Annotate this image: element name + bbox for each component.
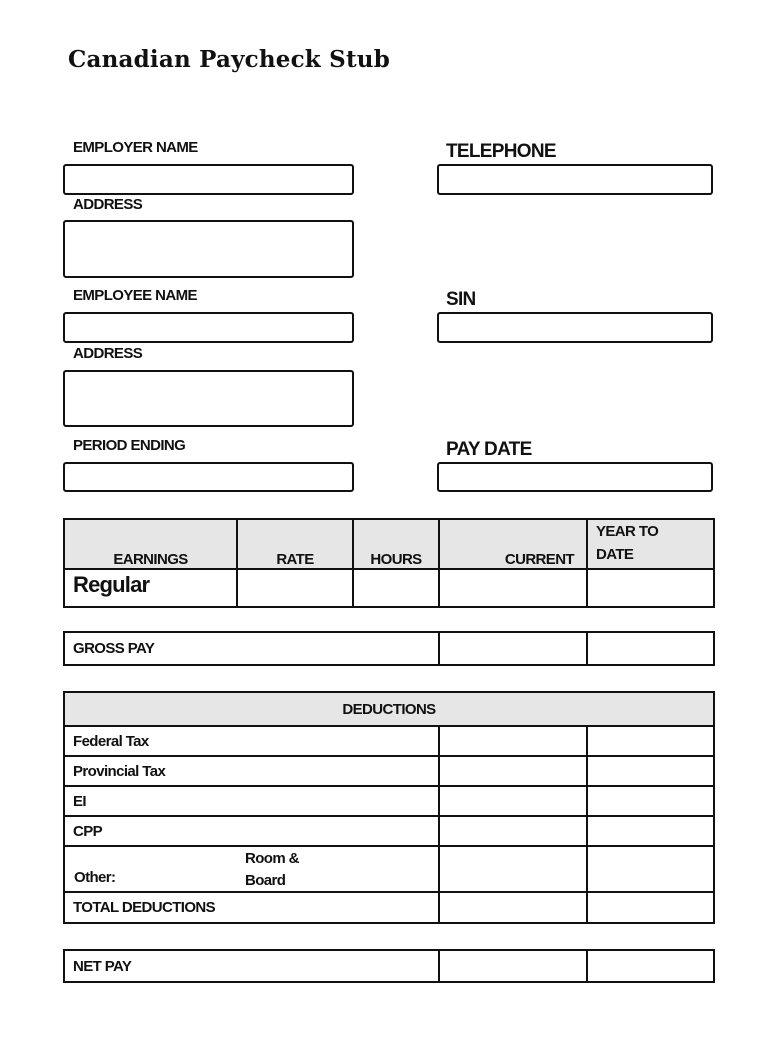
deductions-header: DEDUCTIONS: [64, 692, 714, 726]
total-deductions-ytd-cell[interactable]: [587, 892, 714, 923]
period-ending-label: PERIOD ENDING: [73, 437, 186, 454]
pay-date-field[interactable]: [437, 462, 713, 492]
table-row: [64, 756, 714, 786]
ei-ytd-cell[interactable]: [587, 786, 714, 816]
table-row: [64, 569, 714, 607]
net-pay-table: [63, 949, 715, 983]
employer-name-field[interactable]: [63, 164, 354, 195]
regular-current-cell[interactable]: [439, 569, 587, 607]
gross-pay-current-cell[interactable]: [439, 632, 587, 665]
federal-tax-current-cell[interactable]: [439, 726, 587, 756]
sin-label: SIN: [446, 289, 476, 310]
table-row: [64, 846, 714, 892]
employee-name-field[interactable]: [63, 312, 354, 343]
table-row: [64, 632, 714, 665]
other-deduction-cell: [64, 846, 439, 892]
ei-label: EI: [64, 786, 439, 816]
other-detail-line2: Board: [245, 872, 286, 889]
employer-address-label: ADDRESS: [73, 196, 143, 213]
net-pay-ytd-cell[interactable]: [587, 950, 714, 982]
other-label: Other:: [74, 869, 116, 886]
other-ytd-cell[interactable]: [587, 846, 714, 892]
earnings-header: EARNINGS: [64, 519, 237, 569]
table-row: [64, 892, 714, 923]
gross-pay-table: [63, 631, 715, 666]
provincial-tax-label: Provincial Tax: [64, 756, 439, 786]
other-detail: [245, 848, 299, 892]
regular-rate-cell[interactable]: [237, 569, 353, 607]
other-detail-line1: Room &: [245, 850, 299, 867]
table-row: [64, 726, 714, 756]
ei-current-cell[interactable]: [439, 786, 587, 816]
federal-tax-ytd-cell[interactable]: [587, 726, 714, 756]
regular-ytd-cell[interactable]: [587, 569, 714, 607]
period-ending-field[interactable]: [63, 462, 354, 492]
pay-date-label: PAY DATE: [446, 439, 532, 460]
employee-address-field[interactable]: [63, 370, 354, 427]
rate-header: RATE: [237, 519, 353, 569]
gross-pay-ytd-cell[interactable]: [587, 632, 714, 665]
employer-address-field[interactable]: [63, 220, 354, 278]
employer-name-label: EMPLOYER NAME: [73, 139, 198, 156]
telephone-label: TELEPHONE: [446, 141, 556, 162]
cpp-current-cell[interactable]: [439, 816, 587, 846]
hours-header: HOURS: [353, 519, 439, 569]
total-deductions-label: TOTAL DEDUCTIONS: [64, 892, 439, 923]
telephone-field[interactable]: [437, 164, 713, 195]
gross-pay-label: GROSS PAY: [64, 632, 439, 665]
page-title: Canadian Paycheck Stub: [68, 46, 390, 73]
other-current-cell[interactable]: [439, 846, 587, 892]
total-deductions-current-cell[interactable]: [439, 892, 587, 923]
cpp-label: CPP: [64, 816, 439, 846]
table-row: [64, 816, 714, 846]
earnings-regular-label: Regular: [64, 569, 237, 607]
cpp-ytd-cell[interactable]: [587, 816, 714, 846]
net-pay-label: NET PAY: [64, 950, 439, 982]
ytd-header-line1: YEAR TO: [596, 523, 659, 540]
deductions-table: [63, 691, 715, 924]
ytd-header-line2: DATE: [596, 546, 634, 563]
table-row: [64, 786, 714, 816]
table-row: [64, 950, 714, 982]
provincial-tax-ytd-cell[interactable]: [587, 756, 714, 786]
federal-tax-label: Federal Tax: [64, 726, 439, 756]
sin-field[interactable]: [437, 312, 713, 343]
current-header: CURRENT: [439, 519, 587, 569]
ytd-header: [587, 519, 714, 569]
provincial-tax-current-cell[interactable]: [439, 756, 587, 786]
net-pay-current-cell[interactable]: [439, 950, 587, 982]
earnings-table: [63, 518, 715, 608]
employee-address-label: ADDRESS: [73, 345, 143, 362]
employee-name-label: EMPLOYEE NAME: [73, 287, 197, 304]
regular-hours-cell[interactable]: [353, 569, 439, 607]
